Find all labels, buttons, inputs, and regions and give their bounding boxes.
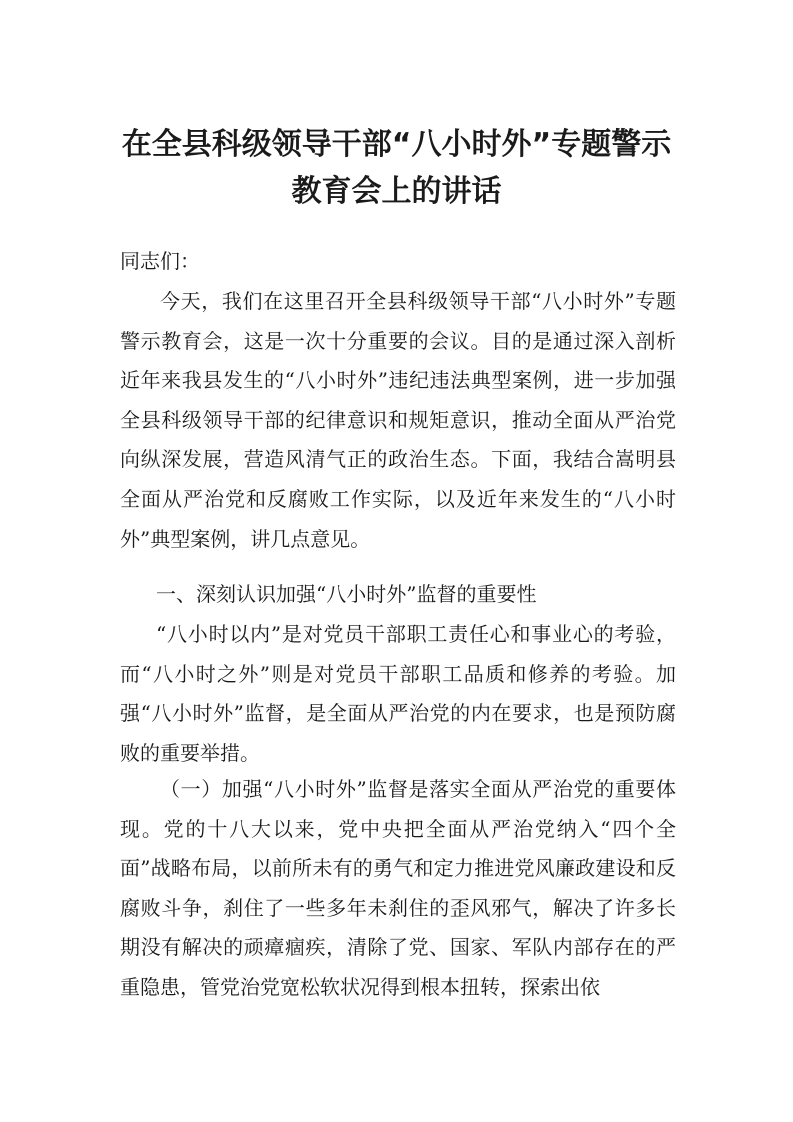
paragraph-subsection-1: [120, 770, 676, 1008]
document-title-line-2: 教育会上的讲话: [291, 174, 502, 209]
document-title-line-1: 在全县科级领导干部“八小时外”专题警示: [121, 127, 672, 162]
paragraph-intro-text: 今天，我们在这里召开全县科级领导干部“八小时外”专题警示教育会，这是一次十分重要的会议。目的是通过深入剖析近年来我县发生的“八小时外”违纪违法典型案例，进一步加强全县科级领导干部的纪律意识和规矩意识，推动全面从严治党向纵深发展，营造风清气正的政治生态。下面，我结合嵩明县全面从严治党和反腐败工作实际，以及近年来发生的“八小时外”典型案例，讲几点意见。: [120, 289, 676, 551]
paragraph-importance-text: “八小时以内”是对党员干部职工责任心和事业心的考验，而“八小时之外”则是对党员干部职工品质和修养的考验。加强“八小时外”监督，是全面从严治党的内在要求，也是预防腐败的重要举措。: [120, 622, 676, 765]
section-heading-1-text: 一、深刻认识加强“八小时外”监督的重要性: [156, 582, 537, 606]
salutation: [120, 242, 676, 282]
salutation-text: 同志们：: [120, 249, 200, 273]
section-heading-1: [120, 575, 676, 615]
paragraph-importance: [120, 615, 676, 773]
paragraph-subsection-1-text: （一）加强“八小时外”监督是落实全面从严治党的重要体现。党的十八大以来，党中央把全面从严治党纳入“四个全面”战略布局，以前所未有的勇气和定力推进党风廉政建设和反腐败斗争，刹住了一些多年未刹住的歪风邪气，解决了许多长期没有解决的顽瘴痼疾，清除了党、国家、军队内部存在的严重隐患，管党治党宽松软状况得到根本扭转，探索出依: [120, 777, 676, 999]
paragraph-intro: [120, 282, 676, 559]
